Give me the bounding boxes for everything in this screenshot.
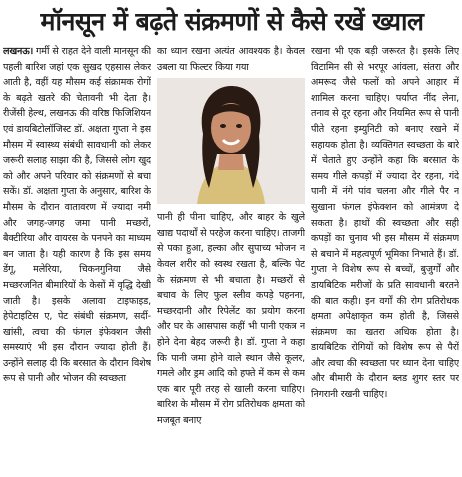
paragraph-1 xyxy=(3,44,151,387)
headline: मॉनसून में बढ़ते संक्रमणों से कैसे रखें ख्याल xyxy=(40,7,424,36)
portrait-photo xyxy=(157,78,305,204)
column-3-text: रखना भी एक बड़ी जरूरत है। इसके लिए विटामिन सी से भरपूर आंवला, संतरा और अमरूद जैसे फलों को अपने आहार में शामिल करना चाहिए। पर्याप्त नींद लेना, तनाव से दूर रहना और नियमित रूप से पानी पीते रहना इम्युनिटी को बनाए रखने में सहायक होता है। व्यक्तिगत स्वच्छता के बारे में चेताते हुए उन्होंने कहा कि बरसात के समय गीले कपड़ों में ज्यादा देर रहना, गंदे पानी में नंगे पांव चलना और गीले पैर न सुखाना फंगल इंफेक्शन को आमंत्रण दे सकता है। हाथों की स्वच्छता और सही कपड़ों का चुनाव भी इस मौसम में संक्रमण से बचाने में महत्वपूर्ण भूमिका निभाते हैं। डॉ. गुप्ता ने विशेष रूप से बच्चों, बुजुर्गों और डायबिटिक मरीजों के प्रति सावधानी बरतने की बात कही। इन वर्गों की रोग प्रतिरोधक क्षमता अपेक्षाकृत कम होती है, जिससे संक्रमण का खतरा अधिक होता है। डायबिटिक रोगियों को विशेष रूप से पैरों और त्वचा की स्वच्छता पर ध्यान देना चाहिए और बीमारी के दौरान ब्लड शुगर स्तर पर निगरानी रखनी चाहिए। xyxy=(311,46,459,401)
column-1-text: गर्मी से राहत देने वाली मानसून की पहली बारिश जहां एक सुखद एहसास लेकर आती है, वहीं यह मौसम कई संक्रामक रोगों के बढ़ते खतरे की चेतावनी भी देता है। रीजेंसी हेल्थ, लखनऊ की वरिष्ठ फिजिशियन एवं डायबिटोलॉजिस्ट डॉ. अक्षता गुप्ता ने इस मौसम में स्वास्थ्य संबंधी सावधानी को लेकर जरूरी सलाह साझा की है, जिससे लोग खुद को और अपने परिवार को संक्रमणों से बचा सकें। डॉ. अक्षता गुप्ता के अनुसार, बारिश के मौसम के दौरान वातावरण में ज्यादा नमी और जगह-जगह जमा पानी मच्छरों, बैक्टीरिया और वायरस के पनपने का माध्यम बन जाता है। यही कारण है कि इस समय डेंगू, मलेरिया, चिकनगुनिया जैसे मच्छरजनित बीमारियों के केसों में वृद्धि देखी जाती है। इसके अलावा टाइफाइड, हेपेटाइटिस ए, पेट संबंधी संक्रमण, सर्दी-खांसी, त्वचा की फंगल इंफेक्शन जैसी समस्याएं भी इस दौरान ज्यादा होती हैं। उन्होंने सलाह दी कि बरसात के दौरान विशेष रूप से पानी और भोजन की स्वच्छता xyxy=(3,46,151,385)
portrait-photo-icon xyxy=(157,78,305,204)
article-body xyxy=(3,44,459,474)
column-2-bottom-text: पानी ही पीना चाहिए, और बाहर के खुले खाद्य पदार्थों से परहेज करना चाहिए। ताजगी से पका हुआ, हल्का और सुपाच्य भोजन न केवल शरीर को स्वस्थ रखता है, बल्कि पेट के संक्रमण से भी बचाता है। मच्छरों से बचाव के लिए फुल स्लीव कपड़े पहनना, मच्छरदानी और रिपेलेंट का प्रयोग करना और घर के आसपास कहीं भी पानी एकत्र न होने देना बेहद जरूरी है। डॉ. गुप्ता ने कहा कि पानी जमा होने वाले स्थान जैसे कूलर, गमले और ड्रम आदि को हफ्ते में कम से कम एक बार पूरी तरह से खाली करना चाहिए। बारिश के मौसम में रोग प्रतिरोधक क्षमता को मजबूत बनाए xyxy=(157,212,305,426)
dateline: लखनऊ। xyxy=(3,46,34,57)
column-2-top-text: का ध्यान रखना अत्यंत आवश्यक है। केवल उबला या फिल्टर किया गया xyxy=(157,46,305,73)
column-2 xyxy=(157,44,305,474)
column-1 xyxy=(3,44,151,474)
column-3 xyxy=(311,44,459,474)
